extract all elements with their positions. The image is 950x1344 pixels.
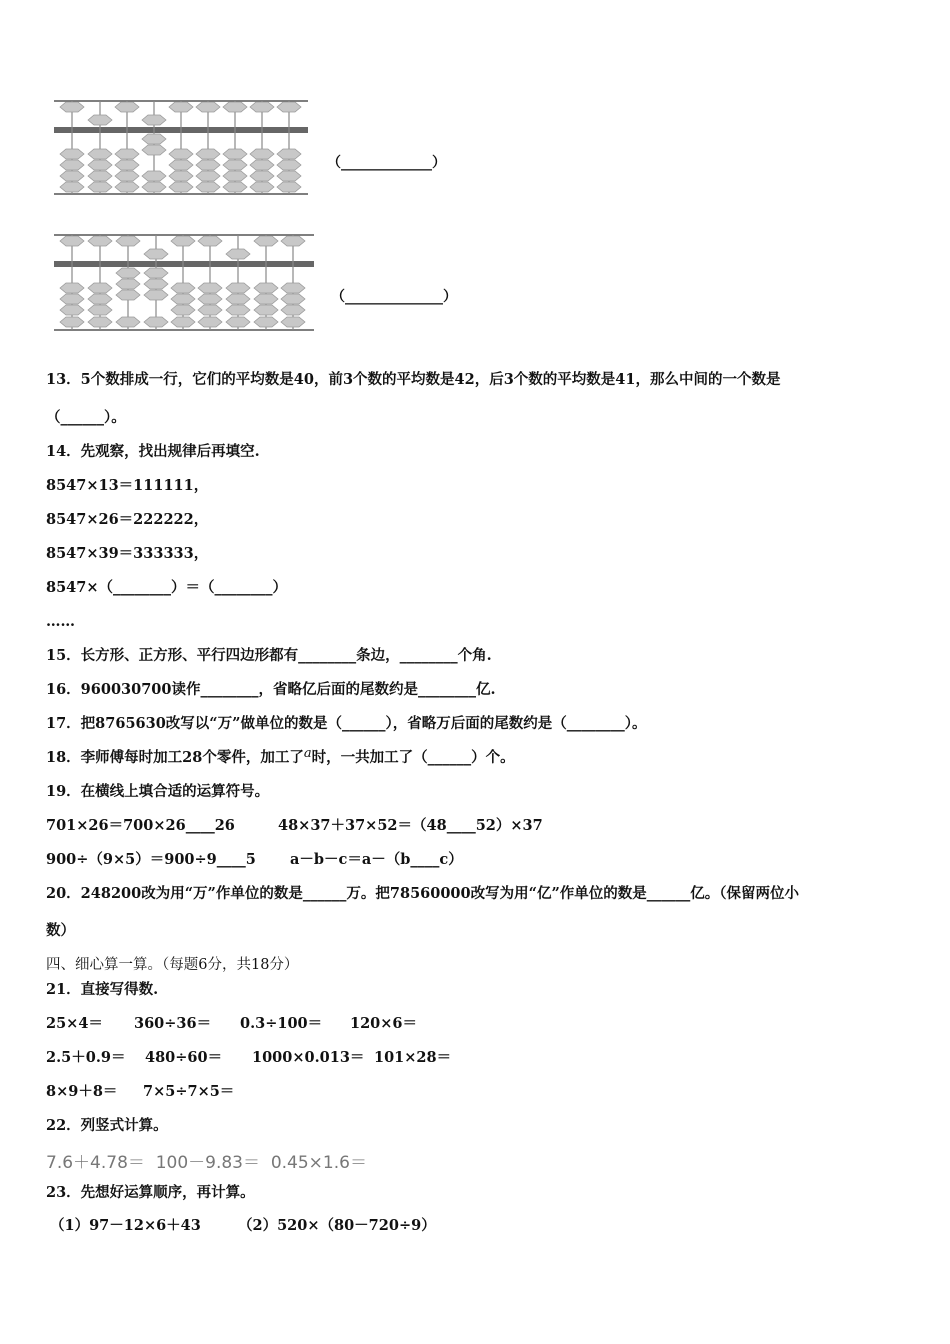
- q22-items[interactable]: [46, 1148, 367, 1173]
- q22-title: 22．列竖式计算。: [46, 1117, 168, 1134]
- q21-item[interactable]: 2.5＋0.9＝: [46, 1049, 126, 1066]
- q15[interactable]: 15．长方形、正方形、平行四边形都有________条边，________个角.: [46, 647, 492, 664]
- q19-title: 19．在横线上填合适的运算符号。: [46, 783, 270, 800]
- q13-line1: 13．5个数排成一行，它们的平均数是40，前3个数的平均数是42，后3个数的平均数是41，那么中间的一个数是: [46, 371, 781, 388]
- q16[interactable]: 16．960030700读作________，省略亿后面的尾数约是________亿.: [46, 681, 496, 698]
- q19-item[interactable]: 48×37＋37×52＝（48____52）×37: [278, 817, 543, 834]
- q14-ellipsis: ……: [46, 613, 75, 630]
- q14-title: 14．先观察，找出规律后再填空.: [46, 443, 260, 460]
- q14-row: 8547×39＝333333，: [46, 545, 209, 562]
- q18[interactable]: [46, 748, 515, 769]
- q23-item[interactable]: （1）97－12×6＋43: [50, 1217, 201, 1234]
- q22-item[interactable]: 100－9.83＝: [155, 1153, 261, 1173]
- q19-item[interactable]: a－b－c＝a－（b____c）: [290, 851, 463, 868]
- abacus-2: [52, 230, 318, 334]
- q21-item[interactable]: 0.3÷100＝: [240, 1015, 323, 1032]
- q20-line1[interactable]: 20．248200改为用“万”作单位的数是______万。把78560000改写为用“亿”作单位的数是______亿。（保留两位小: [46, 885, 800, 902]
- q19-item[interactable]: 701×26＝700×26____26: [46, 817, 235, 834]
- q20-line2: 数）: [46, 922, 75, 939]
- q19-item[interactable]: 900÷（9×5）＝900÷9____5: [46, 851, 256, 868]
- q21-item[interactable]: 8×9＋8＝: [46, 1083, 118, 1100]
- abacus-1-answer[interactable]: （_____________）: [327, 155, 446, 171]
- q21-item[interactable]: 101×28＝: [374, 1049, 452, 1066]
- q14-row: 8547×26＝222222，: [46, 511, 209, 528]
- q21-item[interactable]: 480÷60＝: [145, 1049, 223, 1066]
- q21-title: 21．直接写得数.: [46, 981, 159, 998]
- q22-item[interactable]: 0.45×1.6＝: [270, 1153, 367, 1173]
- q21-item[interactable]: 360÷36＝: [134, 1015, 212, 1032]
- q18-variable: a: [303, 746, 312, 761]
- q21-item[interactable]: 25×4＝: [46, 1015, 103, 1032]
- q23-item[interactable]: （2）520×（80－720÷9）: [238, 1217, 436, 1234]
- q22-item[interactable]: 7.6＋4.78＝: [46, 1153, 145, 1173]
- abacus-1: [52, 96, 314, 200]
- q17[interactable]: 17．把8765630改写以“万”做单位的数是（______），省略万后面的尾数约是（________）。: [46, 715, 647, 732]
- abacus-2-answer[interactable]: （______________）: [331, 289, 457, 305]
- q18-before: 18．李师傅每时加工28个零件，加工了: [46, 749, 304, 766]
- q21-item[interactable]: 120×6＝: [350, 1015, 418, 1032]
- q23-title: 23．先想好运算顺序，再计算。: [46, 1184, 255, 1201]
- q14-row-blank[interactable]: 8547×（________）＝（________）: [46, 579, 288, 596]
- section-4-heading: 四、细心算一算。（每题6分，共18分）: [46, 957, 299, 973]
- q13-line2[interactable]: （______）。: [46, 409, 126, 426]
- q21-item[interactable]: 7×5÷7×5＝: [143, 1083, 235, 1100]
- q14-row: 8547×13＝111111，: [46, 477, 209, 494]
- q18-after: 时，一共加工了（______）个。: [311, 749, 515, 766]
- q21-item[interactable]: 1000×0.013＝: [252, 1049, 365, 1066]
